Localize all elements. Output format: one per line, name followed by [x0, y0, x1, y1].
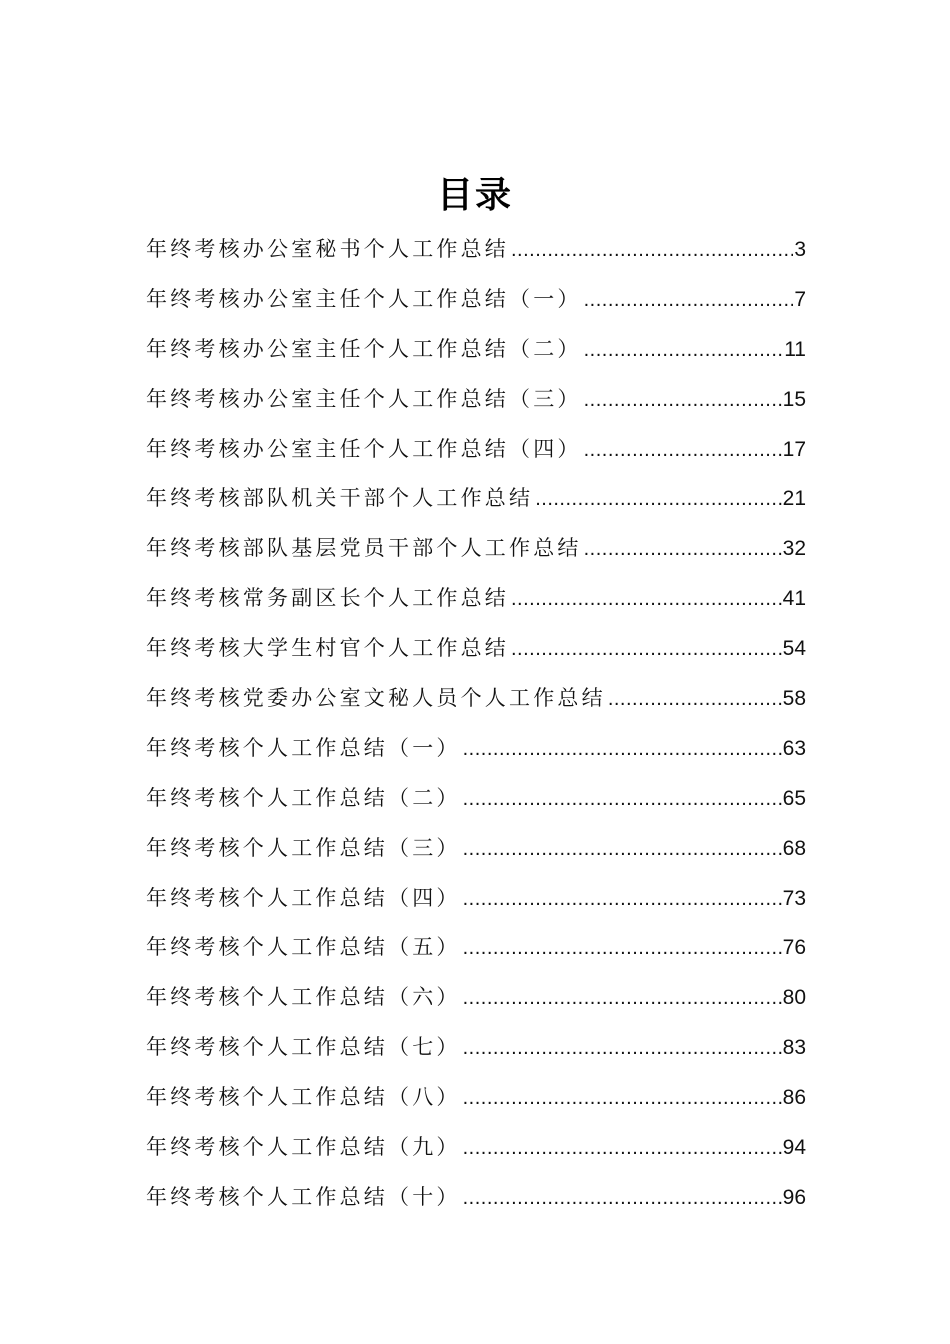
- toc-entry[interactable]: [146, 973, 806, 1023]
- toc-title: 目录: [436, 175, 513, 217]
- toc-entry[interactable]: [146, 1023, 806, 1073]
- toc-entry[interactable]: [146, 574, 806, 624]
- toc-page-number: 21: [782, 487, 806, 511]
- toc-entry[interactable]: [146, 1173, 806, 1223]
- toc-page-number: 32: [782, 537, 806, 561]
- toc-entry[interactable]: [146, 1123, 806, 1173]
- toc-page-number: 80: [782, 986, 806, 1010]
- toc-entry-title[interactable]: 年终考核个人工作总结（三）: [146, 835, 461, 860]
- toc-page-number: 15: [782, 387, 806, 411]
- toc-page-number: 73: [782, 886, 806, 910]
- toc-entry[interactable]: [146, 724, 806, 774]
- toc-page-number: 83: [782, 1036, 806, 1060]
- toc-page-number: 76: [782, 936, 806, 960]
- toc-entry-title[interactable]: 年终考核办公室秘书个人工作总结: [146, 237, 509, 261]
- toc-entry-title[interactable]: 年终考核个人工作总结（四）: [146, 885, 461, 910]
- toc-entry[interactable]: [146, 524, 806, 574]
- toc-entry-title[interactable]: 年终考核办公室主任个人工作总结（四）: [146, 436, 582, 461]
- toc-page-number: 41: [782, 587, 806, 611]
- toc-page-number: 63: [782, 736, 806, 760]
- toc-entry-title[interactable]: 年终考核大学生村官个人工作总结: [146, 636, 509, 661]
- toc-page-number: 7: [794, 287, 806, 311]
- toc-dot-leader: [511, 575, 782, 624]
- toc-page-number: 54: [782, 637, 806, 661]
- toc-entry-title[interactable]: 年终考核部队机关干部个人工作总结: [146, 486, 534, 511]
- toc-dot-leader: [584, 376, 782, 425]
- toc-entry-title[interactable]: 年终考核办公室主任个人工作总结（一）: [146, 286, 582, 311]
- toc-entry-title[interactable]: 年终考核办公室主任个人工作总结（三）: [146, 386, 582, 411]
- toc-entry-title[interactable]: 年终考核个人工作总结（五）: [146, 935, 461, 960]
- toc-entry-title[interactable]: 年终考核个人工作总结（六）: [146, 985, 461, 1010]
- toc-dot-leader: [463, 1074, 782, 1123]
- toc-entry-title[interactable]: 年终考核办公室主任个人工作总结（二）: [146, 336, 582, 361]
- toc-page-number: 65: [782, 786, 806, 810]
- toc-page-number: 96: [782, 1185, 806, 1209]
- toc-page-number: 58: [782, 687, 806, 711]
- toc-entry[interactable]: [146, 774, 806, 824]
- toc-dot-leader: [511, 226, 793, 275]
- toc-entry-title[interactable]: 年终考核个人工作总结（二）: [146, 785, 461, 810]
- toc-dot-leader: [584, 326, 784, 375]
- toc-dot-leader: [463, 1124, 782, 1173]
- toc-dot-leader: [463, 875, 782, 924]
- toc-entry[interactable]: [146, 674, 806, 724]
- toc-entry-title[interactable]: 年终考核常务副区长个人工作总结: [146, 586, 509, 611]
- toc-entry[interactable]: [146, 1073, 806, 1123]
- toc-dot-leader: [584, 426, 782, 475]
- toc-dot-leader: [463, 825, 782, 874]
- toc-entry-title[interactable]: 年终考核部队基层党员干部个人工作总结: [146, 536, 582, 561]
- toc-entry[interactable]: [146, 824, 806, 874]
- toc-dot-leader: [584, 525, 782, 574]
- toc-entry-title[interactable]: 年终考核个人工作总结（七）: [146, 1035, 461, 1060]
- toc-dot-leader: [463, 1024, 782, 1073]
- toc-dot-leader: [584, 276, 794, 325]
- table-of-contents: [146, 225, 806, 1223]
- toc-page-number: 86: [782, 1086, 806, 1110]
- toc-entry[interactable]: [146, 874, 806, 924]
- toc-dot-leader: [463, 974, 782, 1023]
- toc-entry-title[interactable]: 年终考核个人工作总结（十）: [146, 1184, 461, 1209]
- toc-page-number: 3: [794, 238, 806, 261]
- toc-entry[interactable]: [146, 474, 806, 524]
- toc-entry[interactable]: [146, 225, 806, 275]
- toc-entry[interactable]: [146, 425, 806, 475]
- toc-dot-leader: [463, 725, 782, 774]
- toc-page-number: 17: [782, 437, 806, 461]
- toc-dot-leader: [463, 1174, 782, 1223]
- toc-entry-title[interactable]: 年终考核个人工作总结（一）: [146, 735, 461, 760]
- toc-dot-leader: [535, 475, 781, 524]
- toc-entry[interactable]: [146, 624, 806, 674]
- toc-page-number: 68: [782, 836, 806, 860]
- toc-dot-leader: [511, 625, 782, 674]
- toc-entry-title[interactable]: 年终考核个人工作总结（九）: [146, 1135, 461, 1160]
- toc-entry[interactable]: [146, 923, 806, 973]
- toc-entry-title[interactable]: 年终考核党委办公室文秘人员个人工作总结: [146, 686, 606, 711]
- toc-entry[interactable]: [146, 275, 806, 325]
- toc-page-number: 11: [784, 337, 806, 361]
- toc-dot-leader: [463, 775, 782, 824]
- toc-entry-title[interactable]: 年终考核个人工作总结（八）: [146, 1085, 461, 1110]
- toc-entry[interactable]: [146, 325, 806, 375]
- toc-dot-leader: [463, 924, 782, 973]
- toc-page-number: 94: [782, 1136, 806, 1160]
- toc-dot-leader: [608, 675, 782, 724]
- toc-entry[interactable]: [146, 375, 806, 425]
